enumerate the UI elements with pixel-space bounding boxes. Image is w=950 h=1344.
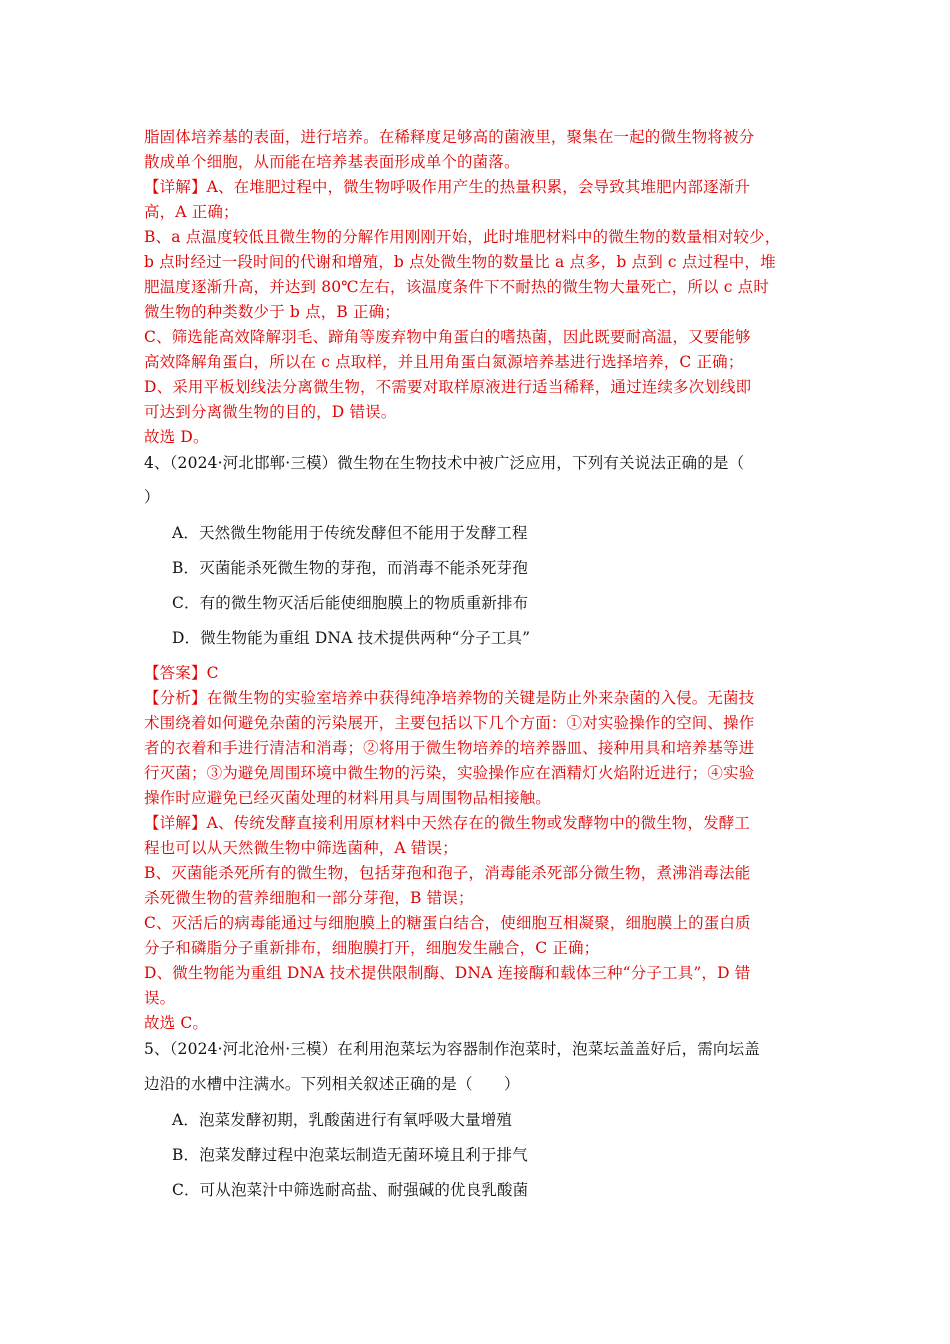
question-4-answer: 【答案】C xyxy=(144,664,219,682)
detail-line: 【详解】A、在堆肥过程中，微生物呼吸作用产生的热量积累，会导致其堆肥内部逐渐升 xyxy=(144,178,751,196)
question-4-option-c: C．有的微生物灭活后能使细胞膜上的物质重新排布 xyxy=(172,594,529,612)
detail-line: 【详解】A、传统发酵直接利用原材料中天然存在的微生物或发酵物中的微生物，发酵工 xyxy=(144,814,751,832)
detail-line: 高效降解角蛋白，所以在 c 点取样，并且用角蛋白氮源培养基进行选择培养，C 正确； xyxy=(144,353,744,371)
analysis-line: 术围绕着如何避免杂菌的污染展开，主要包括以下几个方面：①对实验操作的空间、操作 xyxy=(144,714,755,732)
detail-line: D、采用平板划线法分离微生物，不需要对取样原液进行适当稀释，通过连续多次划线即 xyxy=(144,378,752,396)
question-4-option-d: D．微生物能为重组 DNA 技术提供两种“分子工具” xyxy=(172,629,531,647)
analysis-line: 操作时应避免已经灭菌处理的材料用具与周围物品相接触。 xyxy=(144,789,551,807)
detail-line: 分子和磷脂分子重新排布，细胞膜打开，细胞发生融合，C 正确； xyxy=(144,939,600,957)
question-4-choice: 故选 C。 xyxy=(144,1014,209,1032)
analysis-line: 者的衣着和手进行清洁和消毒；②将用于微生物培养的培养器皿、接种用具和培养基等进 xyxy=(144,739,755,757)
detail-line: D、微生物能为重组 DNA 技术提供限制酶、DNA 连接酶和载体三种“分子工具”，D 错 xyxy=(144,964,751,982)
analysis-line: 【分析】在微生物的实验室培养中获得纯净培养物的关键是防止外来杂菌的入侵。无菌技 xyxy=(144,689,755,707)
choice-line: 故选 D。 xyxy=(144,428,209,446)
question-5-option-a: A．泡菜发酵初期，乳酸菌进行有氧呼吸大量增殖 xyxy=(172,1111,512,1129)
explanation-line: 脂固体培养基的表面，进行培养。在稀释度足够高的菌液里，聚集在一起的微生物将被分 xyxy=(144,128,755,146)
detail-line: 可达到分离微生物的目的，D 错误。 xyxy=(144,403,397,421)
question-5-stem: 5、（2024·河北沧州·三模）在利用泡菜坛为容器制作泡菜时，泡菜坛盖盖好后，需向坛盖 xyxy=(144,1040,760,1058)
detail-line: C、筛选能高效降解羽毛、蹄角等废弃物中角蛋白的嗜热菌，因此既要耐高温，又要能够 xyxy=(144,328,751,346)
explanation-line: 散成单个细胞，从而能在培养基表面形成单个的菌落。 xyxy=(144,153,520,171)
question-5-stem-end: 边沿的水槽中注满水。下列相关叙述正确的是（ ） xyxy=(144,1075,520,1093)
detail-line: b 点时经过一段时间的代谢和增殖，b 点处微生物的数量比 a 点多，b 点到 c 点过程中，堆 xyxy=(144,253,776,271)
detail-line: 微生物的种类数少于 b 点，B 正确； xyxy=(144,303,400,321)
question-4-option-a: A．天然微生物能用于传统发酵但不能用于发酵工程 xyxy=(172,524,528,542)
detail-line: 杀死微生物的营养细胞和一部分芽孢，B 错误； xyxy=(144,889,474,907)
question-4-stem-end: ） xyxy=(144,488,160,506)
question-5-option-c: C．可从泡菜汁中筛选耐高盐、耐强碱的优良乳酸菌 xyxy=(172,1181,529,1199)
detail-line: C、灭活后的病毒能通过与细胞膜上的糖蛋白结合，使细胞互相凝聚，细胞膜上的蛋白质 xyxy=(144,914,751,932)
question-4-stem: 4、（2024·河北邯郸·三模）微生物在生物技术中被广泛应用，下列有关说法正确的是（ xyxy=(144,454,745,472)
detail-line: B、灭菌能杀死所有的微生物，包括芽孢和孢子，消毒能杀死部分微生物，煮沸消毒法能 xyxy=(144,864,751,882)
question-5-option-b: B．泡菜发酵过程中泡菜坛制造无菌环境且利于排气 xyxy=(172,1146,528,1164)
detail-line: 高，A 正确； xyxy=(144,203,239,221)
detail-line: 程也可以从天然微生物中筛选菌种，A 错误； xyxy=(144,839,458,857)
detail-line: B、a 点温度较低且微生物的分解作用刚刚开始，此时堆肥材料中的微生物的数量相对较少， xyxy=(144,228,781,246)
analysis-line: 行灭菌；③为避免周围环境中微生物的污染，实验操作应在酒精灯火焰附近进行；④实验 xyxy=(144,764,755,782)
detail-line: 误。 xyxy=(144,989,176,1007)
question-4-option-b: B．灭菌能杀死微生物的芽孢，而消毒不能杀死芽孢 xyxy=(172,559,528,577)
detail-line: 肥温度逐渐升高，并达到 80℃左右，该温度条件下不耐热的微生物大量死亡，所以 c 点时 xyxy=(144,278,769,296)
